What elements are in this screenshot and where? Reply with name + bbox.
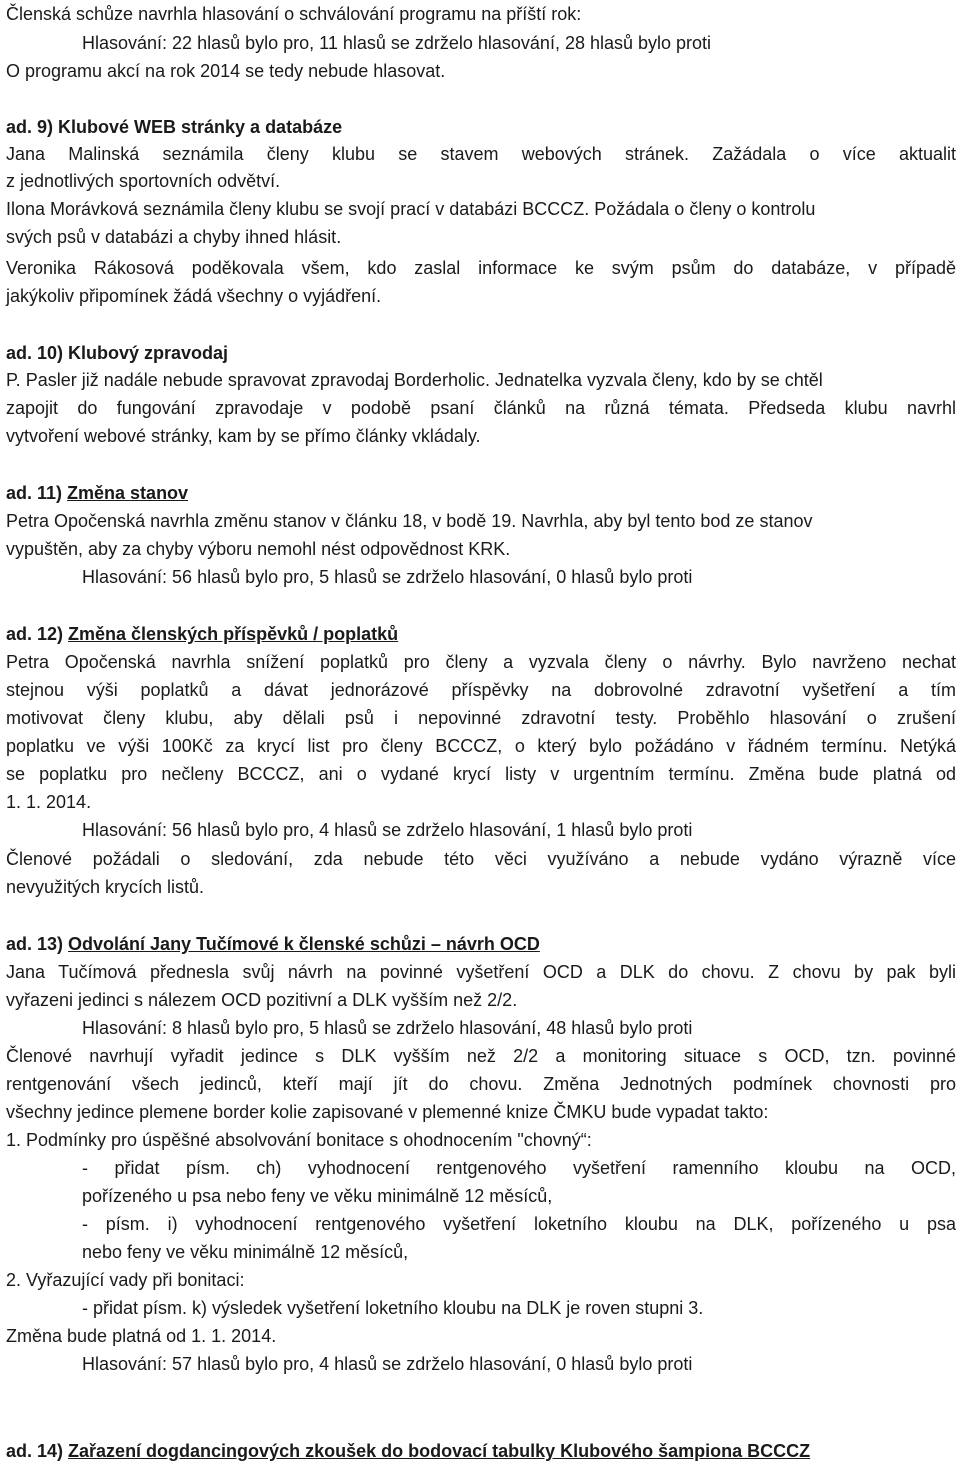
- text-line: Veronika Rákosová poděkovala všem, kdo zaslal informace ke svým psům do databáze, v případě: [6, 258, 956, 278]
- text-line: vytvoření webové stránky, kam by se přímo články vkládaly.: [6, 426, 481, 446]
- list-subitem: - písm. i) vyhodnocení rentgenového vyšetření loketního kloubu na DLK, pořízeného u psa: [82, 1214, 956, 1234]
- vote-result: Hlasování: 56 hlasů bylo pro, 4 hlasů se zdrželo hlasování, 1 hlasů bylo proti: [82, 820, 693, 840]
- text-line: Jana Tučímová přednesla svůj návrh na povinné vyšetření OCD a DLK do chovu. Z chovu by pak byli: [6, 962, 956, 982]
- vote-result: Hlasování: 8 hlasů bylo pro, 5 hlasů se zdrželo hlasování, 48 hlasů bylo proti: [82, 1018, 693, 1038]
- text-line: Petra Opočenská navrhla změnu stanov v článku 18, v bodě 19. Navrhla, aby byl tento bod ze stanov: [6, 511, 813, 531]
- section-heading-9: ad. 9) Klubové WEB stránky a databáze: [6, 117, 343, 137]
- list-subitem: - přidat písm. k) výsledek vyšetření loketního kloubu na DLK je roven stupni 3.: [82, 1298, 704, 1318]
- text-line: motivovat členy klubu, aby dělali psů i nepovinné zdravotní testy. Proběhlo hlasování o zrušení: [6, 708, 956, 728]
- heading-title: Odvolání Jany Tučímové k členské schůzi – návrh OCD: [68, 934, 540, 954]
- heading-title: Změna členských příspěvků / poplatků: [68, 624, 399, 644]
- heading-title: Zařazení dogdancingových zkoušek do bodovací tabulky Klubového šampiona BCCCZ: [68, 1441, 811, 1461]
- text-line: se poplatku pro nečleny BCCCZ, ani o vydané krycí listy v urgentním termínu. Změna bude platná od: [6, 764, 956, 784]
- text-line: Ilona Morávková seznámila členy klubu se svojí prací v databázi BCCCZ. Požádala o členy o kontrolu: [6, 199, 816, 219]
- text-line: všechny jedince plemene border kolie zapisované v plemenné knize ČMKU bude vypadat takto:: [6, 1102, 769, 1122]
- text-line: Jana Malinská seznámila členy klubu se stavem webových stránek. Zažádala o více aktualit: [6, 144, 956, 164]
- list-item: 2. Vyřazující vady při bonitaci:: [6, 1270, 245, 1290]
- section-heading-11: [6, 482, 188, 504]
- list-subitem: - přidat písm. ch) vyhodnocení rentgenového vyšetření ramenního kloubu na OCD,: [82, 1158, 956, 1178]
- section-heading-10: ad. 10) Klubový zpravodaj: [6, 343, 229, 363]
- heading-prefix: ad. 11): [6, 483, 68, 503]
- text-line: P. Pasler již nadále nebude spravovat zpravodaj Borderholic. Jednatelka vyzvala členy, kdo by se chtěl: [6, 370, 823, 390]
- text-line: O programu akcí na rok 2014 se tedy nebude hlasovat.: [6, 61, 446, 81]
- heading-title: Změna stanov: [67, 483, 189, 503]
- list-subitem: pořízeného u psa nebo feny ve věku minimálně 12 měsíců,: [82, 1186, 553, 1206]
- list-item: 1. Podmínky pro úspěšné absolvování bonitace s ohodnocením "chovný“:: [6, 1130, 592, 1150]
- heading-prefix: ad. 14): [6, 1441, 69, 1461]
- vote-result: Hlasování: 22 hlasů bylo pro, 11 hlasů se zdrželo hlasování, 28 hlasů bylo proti: [82, 33, 712, 53]
- text-line: 1. 1. 2014.: [6, 792, 92, 812]
- vote-result: Hlasování: 56 hlasů bylo pro, 5 hlasů se zdrželo hlasování, 0 hlasů bylo proti: [82, 567, 693, 587]
- heading-prefix: ad. 12): [6, 624, 69, 644]
- text-line: vyřazeni jedinci s nálezem OCD pozitivní a DLK vyšším než 2/2.: [6, 990, 518, 1010]
- text-line: poplatku ve výši 100Kč za krycí list pro členy BCCCZ, o který bylo požádáno v řádném termínu. Netýká: [6, 736, 956, 756]
- heading-prefix: ad. 13): [6, 934, 69, 954]
- text-line: stejnou výši poplatků a dávat jednorázové příspěvky na dobrovolné zdravotní vyšetření a tím: [6, 680, 956, 700]
- vote-result: Hlasování: 57 hlasů bylo pro, 4 hlasů se zdrželo hlasování, 0 hlasů bylo proti: [82, 1354, 693, 1374]
- section-heading-12: [6, 623, 398, 645]
- section-heading-13: [6, 933, 540, 955]
- text-line: rentgenování všech jedinců, kteří mají jít do chovu. Změna Jednotných podmínek chovnosti pro: [6, 1074, 956, 1094]
- text-line: vypuštěn, aby za chyby výboru nemohl nést odpovědnost KRK.: [6, 539, 511, 559]
- text-line: nevyužitých krycích listů.: [6, 877, 205, 897]
- text-line: zapojit do fungování zpravodaje v podobě psaní článků na různá témata. Předseda klubu navrhl: [6, 398, 956, 418]
- text-line: Členové požádali o sledování, zda nebude této věci využíváno a nebude vydáno výrazně více: [6, 849, 956, 869]
- text-line: Členská schůze navrhla hlasování o schválování programu na příští rok:: [6, 4, 582, 24]
- section-heading-14: [6, 1440, 810, 1462]
- text-line: jakýkoliv připomínek žádá všechny o vyjádření.: [6, 286, 382, 306]
- text-line: Členové navrhují vyřadit jedince s DLK vyšším než 2/2 a monitoring situace s OCD, tzn. povinné: [6, 1046, 956, 1066]
- text-line: svých psů v databázi a chyby ihned hlásit.: [6, 227, 342, 247]
- text-line: Změna bude platná od 1. 1. 2014.: [6, 1326, 277, 1346]
- list-subitem: nebo feny ve věku minimálně 12 měsíců,: [82, 1242, 409, 1262]
- text-line: Petra Opočenská navrhla snížení poplatků pro členy a vyzvala členy o návrhy. Bylo navrženo nechat: [6, 652, 956, 672]
- text-line: z jednotlivých sportovních odvětví.: [6, 171, 281, 191]
